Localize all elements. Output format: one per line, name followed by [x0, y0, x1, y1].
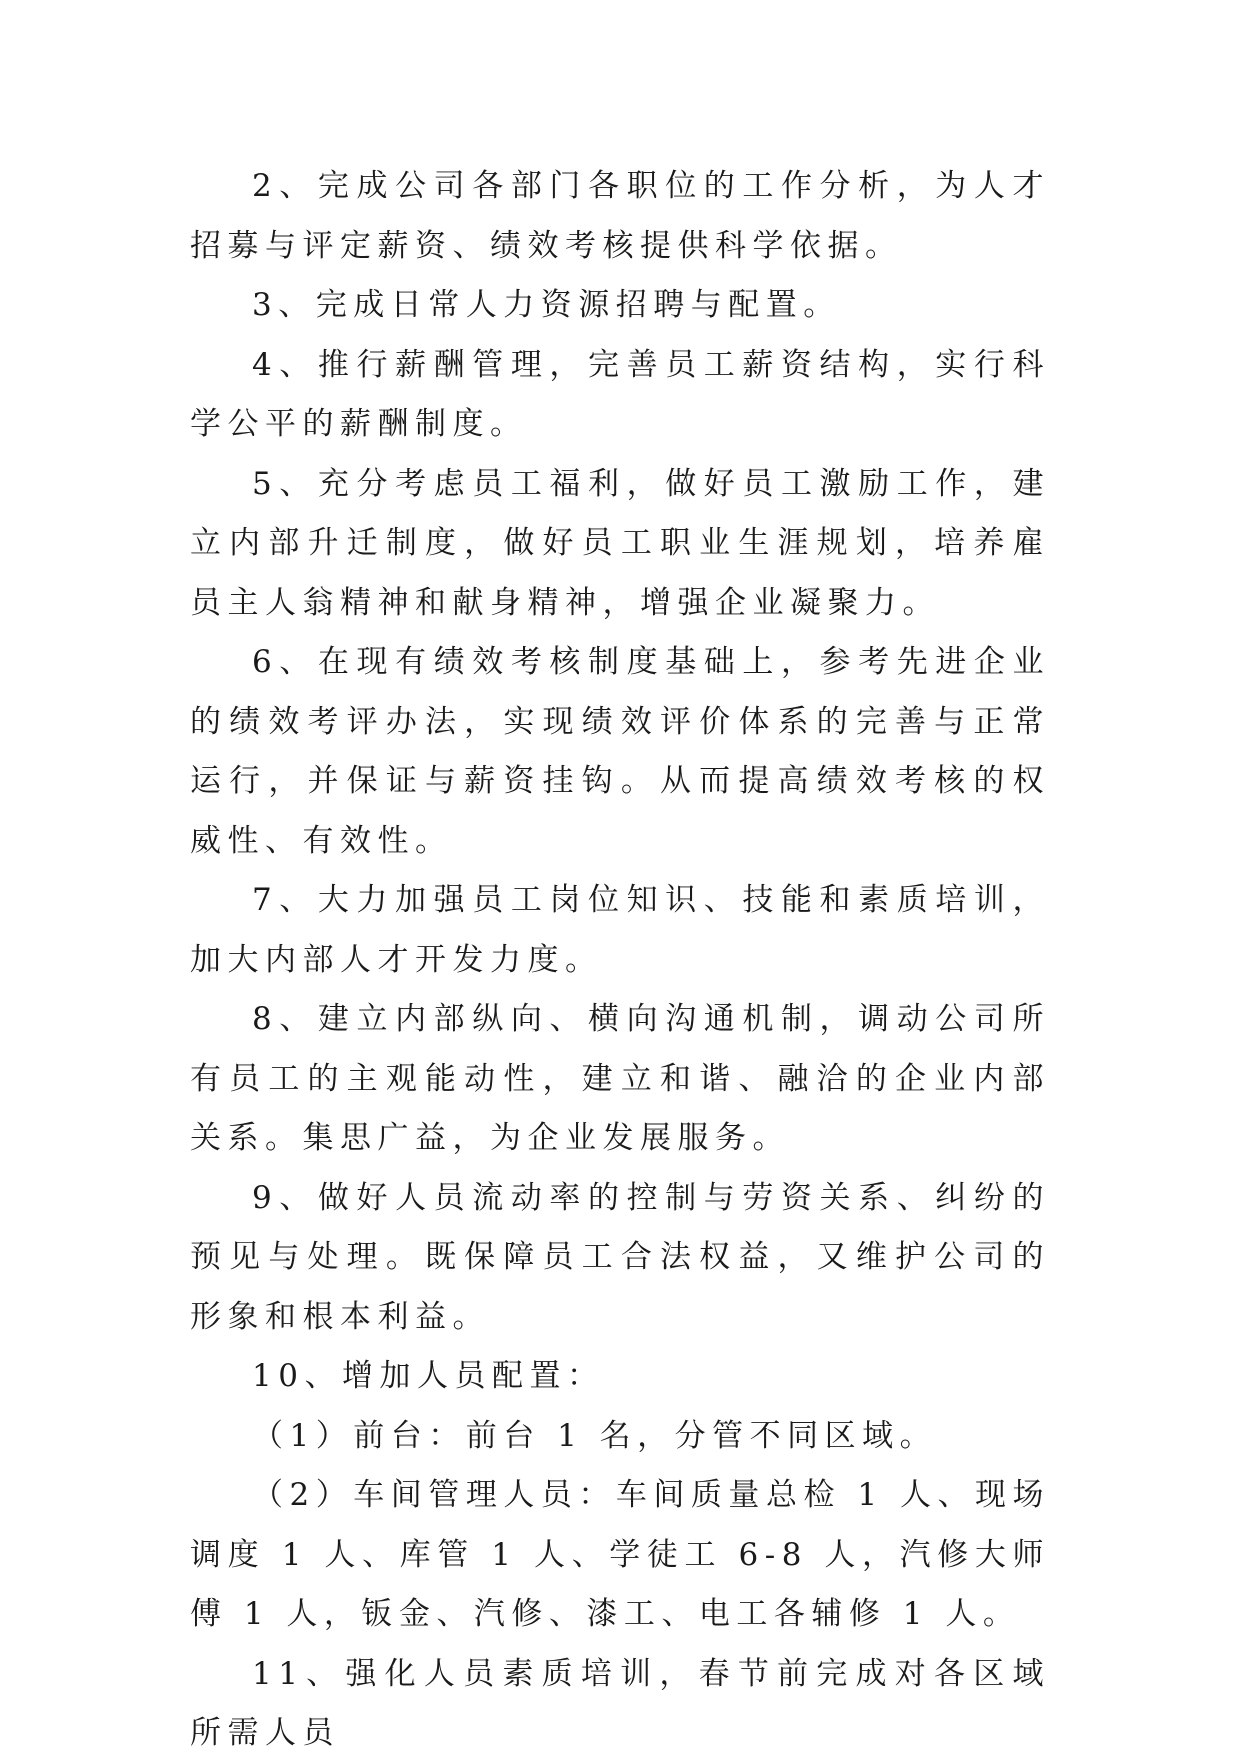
item-10-paragraph: 10、增加人员配置：: [252, 1358, 605, 1394]
item-11-paragraph: 11、强化人员素质培训，春节前完成对各区域所需人员: [190, 1655, 1050, 1751]
item-6-paragraph: 6、在现有绩效考核制度基础上，参考先进企业的绩效考评办法，实现绩效评价体系的完善与正常运行，并保证与薪资挂钩。从而提高绩效考核的权威性、有效性。: [190, 644, 1050, 859]
subitem-1-paragraph: （1）前台：前台 1 名，分管不同区域。: [252, 1417, 938, 1454]
item-4-paragraph: 4、推行薪酬管理，完善员工薪资结构，实行科学公平的薪酬制度。: [190, 346, 1050, 442]
item-8-paragraph: 8、建立内部纵向、横向沟通机制，调动公司所有员工的主观能动性，建立和谐、融洽的企业内部关系。集思广益，为企业发展服务。: [190, 1001, 1050, 1156]
item-2-paragraph: 2、完成公司各部门各职位的工作分析，为人才招募与评定薪资、绩效考核提供科学依据。: [190, 168, 1050, 264]
item-9-paragraph: 9、做好人员流动率的控制与劳资关系、纠纷的预见与处理。既保障员工合法权益，又维护公司的形象和根本利益。: [190, 1179, 1050, 1335]
subitem-2-paragraph: （2）车间管理人员：车间质量总检 1 人、现场调度 1 人、库管 1 人、学徒工 6-8 人，汽修大师傅 1 人，钣金、汽修、漆工、电工各辅修 1 人。: [190, 1477, 1050, 1632]
item-3-paragraph: 3、完成日常人力资源招聘与配置。: [252, 287, 841, 323]
item-7-paragraph: 7、大力加强员工岗位知识、技能和素质培训，加大内部人才开发力度。: [190, 882, 1050, 978]
item-5-paragraph: 5、充分考虑员工福利，做好员工激励工作，建立内部升迁制度，做好员工职业生涯规划，培养雇员主人翁精神和献身精神，增强企业凝聚力。: [190, 465, 1050, 621]
document-body: [190, 157, 1050, 1764]
